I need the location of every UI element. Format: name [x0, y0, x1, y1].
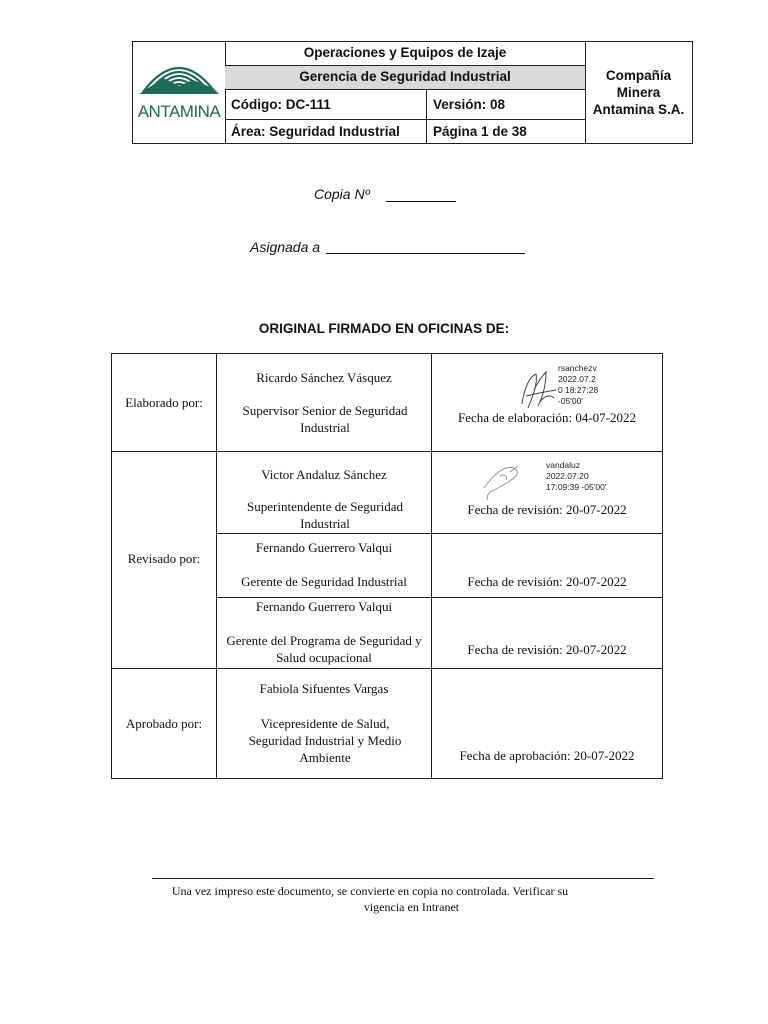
version-field: Versión: 08	[433, 97, 506, 112]
company-line-1: Compañía	[605, 68, 672, 83]
header-row-area	[225, 120, 585, 143]
original-heading: ORIGINAL FIRMADO EN OFICINAS DE:	[258, 321, 510, 336]
row-divider-1	[112, 451, 662, 452]
document-subtitle: Gerencia de Seguridad Industrial	[225, 66, 585, 90]
revisado-3-date: Fecha de revisión: 20-07-2022	[467, 642, 627, 657]
revisado-1-name: Victor Andaluz Sánchez	[261, 467, 387, 482]
elaborado-title: Supervisor Senior de Seguridad Industrial	[242, 403, 408, 435]
sig2-line-1: vandaluz	[546, 460, 581, 470]
aprobado-name: Fabiola Sifuentes Vargas	[259, 681, 389, 696]
sig1-line-1: rsanchezv	[558, 363, 597, 373]
company-line-3: Antamina S.A.	[592, 102, 685, 117]
company-line-2: Minera	[616, 85, 661, 100]
logo-wordmark: ANTAMINA	[137, 102, 221, 121]
asignada-label: Asignada a	[250, 239, 321, 255]
row-divider-2	[217, 533, 662, 534]
document-title: Operaciones y Equipos de Izaje	[225, 42, 585, 66]
col-divider-2	[431, 354, 432, 778]
col-divider-1	[216, 354, 217, 778]
company-name	[585, 42, 692, 143]
aprobado-title: Vicepresidente de Salud, Seguridad Industrial y Medio Ambiente	[248, 716, 402, 765]
revisado-3-name: Fernando Guerrero Valqui	[255, 599, 393, 614]
handwritten-signature-vandaluz	[480, 458, 526, 502]
copia-blank-line	[386, 201, 456, 202]
footer-notice-line-1: Una vez impreso este documento, se convierte en copia no controlada. Verificar su	[171, 884, 569, 898]
sig1-line-3: 0 18:27:28	[558, 385, 599, 395]
codigo-field: Código: DC-111	[225, 90, 427, 119]
sig1-line-4: -05'00'	[558, 396, 583, 406]
sig2-line-2: 2022.07.20	[546, 471, 589, 481]
elaborado-name: Ricardo Sánchez Vásquez	[256, 370, 392, 385]
revisado-3-title: Gerente del Programa de Seguridad y Salud ocupacional	[226, 633, 422, 665]
elaborado-label: Elaborado por:	[125, 395, 203, 410]
document-header	[132, 41, 693, 144]
revisado-label: Revisado por:	[127, 551, 201, 566]
sig2-line-3: 17:09:39 -05'00'	[546, 482, 607, 492]
header-row-code	[225, 90, 585, 120]
revisado-2-date: Fecha de revisión: 20-07-2022	[467, 574, 627, 589]
handwritten-signature-rsanchezv	[516, 368, 562, 412]
revisado-1-title: Superintendente de Seguridad Industrial	[247, 499, 403, 531]
aprobado-label: Aprobado por:	[125, 716, 203, 731]
row-divider-4	[112, 668, 662, 669]
area-field: Área: Seguridad Industrial	[225, 120, 427, 143]
signature-table	[111, 353, 663, 779]
elaborado-date: Fecha de elaboración: 04-07-2022	[458, 410, 636, 425]
sig1-line-2: 2022.07.2	[558, 374, 596, 384]
digital-signature-1	[558, 363, 598, 407]
antamina-logo	[133, 42, 225, 143]
logo-cell	[133, 42, 226, 143]
aprobado-date: Fecha de aprobación: 20-07-2022	[459, 748, 635, 763]
footer-rule	[152, 878, 654, 879]
asignada-blank-line	[326, 253, 525, 254]
digital-signature-2	[546, 460, 606, 493]
revisado-2-title: Gerente de Seguridad Industrial	[241, 574, 407, 589]
revisado-2-name: Fernando Guerrero Valqui	[255, 540, 393, 555]
footer-notice-line-2: vigencia en Intranet	[363, 900, 460, 914]
revisado-1-date: Fecha de revisión: 20-07-2022	[467, 502, 627, 517]
copia-label: Copia Nº	[314, 186, 370, 202]
pagina-field: Página 1 de 38	[433, 124, 527, 139]
header-center	[225, 42, 586, 143]
